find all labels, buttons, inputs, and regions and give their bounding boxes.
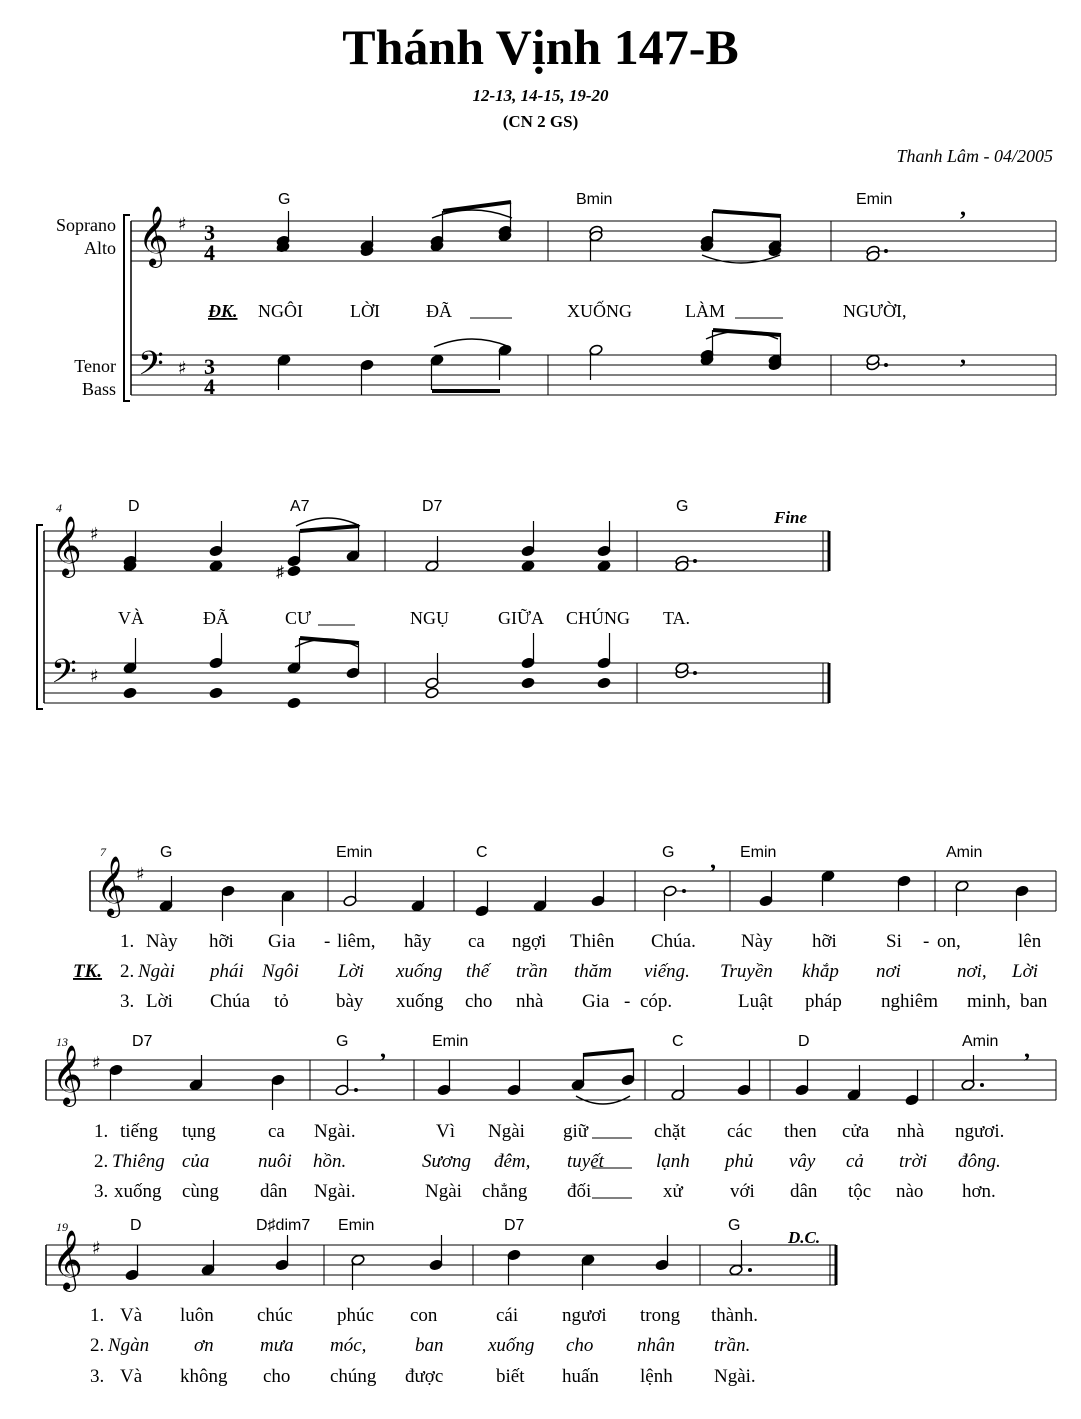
dc-marking: D.C. [788, 1228, 821, 1247]
lyric-syllable: cóp. [640, 991, 673, 1012]
lyric-syllable: Thiên [570, 931, 615, 952]
lyric-syllable: phủ [725, 1151, 754, 1172]
lyric-syllable: đông. [958, 1151, 1001, 1172]
chord-symbol: Emin [432, 1033, 469, 1050]
time-signature-bottom: 4 [204, 374, 215, 399]
lyric-syllable: viếng. [644, 961, 690, 982]
lyric-syllable: lên [1018, 931, 1042, 952]
key-signature-sharp-icon: ♯ [90, 524, 99, 545]
verse-number: 2. [90, 1335, 105, 1356]
time-signature-top: 3 [204, 220, 215, 245]
lyric-syllable: phúc [337, 1305, 374, 1326]
lyric-syllable: phái [210, 961, 244, 982]
verse-number: 3. [94, 1181, 109, 1202]
lyric-syllable: nhân [637, 1335, 675, 1356]
lyric-syllable: thăm [574, 961, 612, 982]
lyric-syllable: Này [741, 931, 773, 952]
verse-number: 1. [90, 1305, 105, 1326]
lyric-syllable: móc, [330, 1335, 367, 1356]
breath-mark-icon: , [960, 195, 966, 221]
lyric-syllable: CHÚNG [566, 608, 631, 628]
lyric-syllable: ngươi. [955, 1121, 1005, 1142]
lyric-syllable: cả [846, 1151, 864, 1172]
lyric-syllable: Ngài [425, 1181, 462, 1202]
lyric-syllable: hỡi [812, 931, 837, 952]
lyric-syllable: Ngàn [108, 1335, 150, 1356]
lyric-syllable: ban [415, 1335, 444, 1356]
chord-symbol: D [128, 498, 140, 515]
lyric-syllable: trong [640, 1305, 681, 1326]
accidental-sharp-icon: ♯ [276, 564, 284, 581]
lyric-syllable: Gia [582, 991, 610, 1012]
verse-number: 2. [120, 961, 135, 982]
lyric-syllable: Ngài [488, 1121, 525, 1142]
note-head [287, 565, 301, 577]
lyric-syllable: huấn [562, 1366, 599, 1387]
lyric-syllable: NGỤ [410, 608, 449, 628]
lyric-syllable: vây [789, 1151, 816, 1172]
treble-clef-icon: 𝄞 [51, 516, 82, 576]
lyric-syllable: - [324, 931, 331, 952]
note-head [597, 677, 611, 689]
note-beam [713, 211, 781, 216]
fine-marking: Fine [774, 508, 808, 527]
lyric-syllable: minh, [967, 991, 1011, 1012]
time-signature-bottom: 4 [204, 240, 215, 265]
lyric-syllable: không [180, 1366, 228, 1387]
augmentation-dot [748, 1268, 752, 1272]
lyric-syllable: Thiêng [112, 1151, 165, 1172]
lyric-syllable: nhà [897, 1121, 925, 1142]
lyric-syllable: chặt [654, 1121, 686, 1142]
score-title: Thánh Vịnh 147-B [342, 19, 739, 75]
treble-clef-icon: 𝄞 [52, 1230, 83, 1290]
lyric-syllable: các [727, 1121, 753, 1142]
lyric-syllable: hãy [404, 931, 432, 952]
lyric-syllable: Này [146, 931, 178, 952]
lyric-syllable: Sương [422, 1151, 472, 1172]
chord-symbol: D7 [422, 498, 443, 515]
chord-symbol: D [798, 1033, 810, 1050]
lyric-syllable: Lời [146, 991, 173, 1012]
lyric-syllable: bày [336, 991, 364, 1012]
lyric-syllable: Và [120, 1305, 143, 1326]
breath-mark-icon: , [1024, 1037, 1030, 1063]
verse-number: 1. [94, 1121, 109, 1142]
lyric-syllable: Ngôi [262, 961, 299, 982]
lyric-syllable: chẳng [482, 1181, 528, 1202]
lyric-syllable: dân [790, 1181, 818, 1202]
breath-mark-icon: , [380, 1037, 386, 1063]
chord-symbol: Emin [336, 844, 373, 861]
lyric-syllable: xử [663, 1181, 683, 1202]
composer-credit: Thanh Lâm - 04/2005 [896, 146, 1053, 166]
lyric-syllable: của [182, 1151, 210, 1172]
lyric-syllable: lệnh [640, 1366, 673, 1387]
lyric-syllable: trần [516, 961, 548, 982]
chord-symbol: Amin [962, 1033, 999, 1050]
lyric-syllable: thành. [711, 1305, 758, 1326]
lyric-syllable: Và [120, 1366, 143, 1387]
note-head [425, 687, 439, 699]
lyric-syllable: nào [896, 1181, 924, 1202]
lyric-syllable: thế [466, 961, 490, 982]
verse-number: 3. [90, 1366, 105, 1387]
treble-clef-icon: 𝄞 [138, 206, 169, 266]
lyric-syllable: TA. [663, 608, 691, 628]
lyric-syllable: nơi [876, 961, 901, 982]
note-head [521, 560, 535, 572]
lyric-syllable: tiếng [120, 1121, 158, 1142]
lyric-syllable: chúng [330, 1366, 377, 1387]
key-signature-sharp-icon: ♯ [92, 1238, 101, 1259]
lyric-syllable: Ngài. [314, 1181, 356, 1202]
note-head [209, 687, 223, 699]
lyric-syllable: khắp [802, 961, 839, 982]
lyric-syllable: Si [886, 931, 902, 952]
augmentation-dot [980, 1083, 984, 1087]
lyric-syllable: Lời [1012, 961, 1038, 982]
lyric-syllable: - [624, 991, 631, 1012]
lyric-syllable: NGƯỜI, [843, 301, 907, 321]
chord-symbol: G [676, 498, 689, 515]
key-signature-sharp-icon: ♯ [136, 864, 145, 885]
lyric-syllable: được [405, 1366, 444, 1387]
lyric-syllable: tuyết [567, 1151, 604, 1172]
lyric-syllable: Lời [338, 961, 364, 982]
lyric-syllable: biết [496, 1366, 525, 1387]
treble-clef-icon: 𝄞 [96, 856, 127, 916]
lyric-syllable: Chúa [210, 991, 251, 1012]
bass-clef-icon: 𝄢 [138, 345, 164, 391]
lyric-syllable: cùng [182, 1181, 219, 1202]
lyric-syllable: tỏ [274, 991, 289, 1012]
part-label-alto: Alto [83, 238, 116, 258]
chord-symbol: G [160, 844, 173, 861]
lyric-syllable: liêm, [337, 931, 376, 952]
lyric-syllable: xuống [488, 1335, 535, 1356]
lyric-syllable: ĐÃ [203, 608, 229, 628]
measure-number: 13 [56, 1035, 68, 1049]
lyric-syllable: Luật [738, 991, 773, 1012]
lyric-syllable: cho [263, 1366, 291, 1387]
lyric-syllable: nghiêm [881, 991, 938, 1012]
note-head [287, 697, 301, 709]
lyric-syllable: hỡi [209, 931, 234, 952]
verse-number: 3. [120, 991, 135, 1012]
augmentation-dot [884, 249, 888, 253]
lyric-syllable: đêm, [494, 1151, 531, 1172]
lyric-syllable: Ngài [138, 961, 175, 982]
refrain-label: ĐK. [208, 301, 238, 321]
augmentation-dot [354, 1088, 358, 1092]
measure-number: 19 [56, 1220, 68, 1234]
lyric-syllable: pháp [805, 991, 842, 1012]
chord-symbol: G [662, 844, 675, 861]
lyric-syllable: Vì [436, 1121, 455, 1142]
lyric-syllable: xuống [114, 1181, 162, 1202]
measure-number: 4 [56, 501, 62, 515]
lyric-syllable: ban [1020, 991, 1048, 1012]
chord-symbol: Amin [946, 844, 983, 861]
lyric-syllable: xuống [396, 991, 444, 1012]
lyric-syllable: đối [567, 1181, 592, 1202]
note-beam [583, 1050, 634, 1055]
augmentation-dot [682, 889, 686, 893]
lyric-syllable: luôn [180, 1305, 214, 1326]
breath-mark-icon: , [960, 343, 966, 369]
lyric-syllable: Gia [268, 931, 296, 952]
lyric-syllable: VÀ [118, 608, 144, 628]
chord-symbol: D♯dim7 [256, 1217, 311, 1234]
part-label-soprano: Soprano [56, 215, 116, 235]
lyric-syllable: hồn. [313, 1151, 347, 1172]
breath-mark-icon: , [710, 848, 716, 874]
note-beam [300, 526, 359, 531]
chord-symbol: Emin [856, 191, 893, 208]
lyric-syllable: ngươi [562, 1305, 607, 1326]
lyric-syllable: cho [465, 991, 493, 1012]
lyric-syllable: Ngài. [714, 1366, 756, 1387]
lyric-syllable: cửa [842, 1121, 870, 1142]
lyric-syllable: dân [260, 1181, 288, 1202]
chord-symbol: G [278, 191, 291, 208]
note-head [123, 687, 137, 699]
augmentation-dot [884, 363, 888, 367]
time-signature-top: 3 [204, 354, 215, 379]
bass-clef-icon: 𝄢 [51, 653, 77, 699]
lyric-syllable: ca [268, 1121, 285, 1142]
lyric-syllable: Chúa. [651, 931, 696, 952]
lyric-syllable: CƯ [285, 608, 311, 628]
lyric-syllable: ca [468, 931, 485, 952]
lyric-syllable: cái [496, 1305, 519, 1326]
lyric-syllable: xuống [396, 961, 443, 982]
lyric-syllable: on, [937, 931, 961, 952]
lyric-syllable: trần. [714, 1335, 751, 1356]
key-signature-sharp-icon: ♯ [178, 214, 187, 235]
lyric-syllable: then [784, 1121, 817, 1142]
lyric-syllable: hơn. [962, 1181, 996, 1202]
liturgical-occasion: (CN 2 GS) [502, 112, 579, 131]
part-label-tenor: Tenor [74, 356, 116, 376]
key-signature-sharp-icon: ♯ [90, 666, 99, 687]
lyric-syllable: tụng [182, 1121, 216, 1142]
chord-symbol: D [130, 1217, 142, 1234]
key-signature-sharp-icon: ♯ [178, 358, 187, 379]
measure-number: 7 [100, 845, 106, 859]
lyric-syllable: giữ [563, 1121, 589, 1142]
key-signature-sharp-icon: ♯ [92, 1053, 101, 1074]
note-head [209, 560, 223, 572]
lyric-syllable: LÀM [685, 301, 725, 321]
lyric-syllable: Ngài. [314, 1121, 356, 1142]
psalm-verses: 12-13, 14-15, 19-20 [472, 86, 609, 105]
treble-clef-icon: 𝄞 [52, 1045, 83, 1105]
lyric-syllable: ơn [194, 1335, 214, 1356]
lyric-syllable: Truyền [720, 961, 773, 982]
lyric-syllable: lạnh [656, 1151, 690, 1172]
lyric-syllable: chúc [257, 1305, 293, 1326]
lyric-syllable: ngợi [512, 931, 547, 952]
lyric-syllable: nuôi [258, 1151, 292, 1172]
lyric-syllable: ĐÃ [426, 301, 452, 321]
lyric-syllable: XUỐNG [567, 301, 632, 321]
part-label-bass: Bass [81, 379, 116, 399]
system-bracket [124, 215, 130, 401]
verse-number: 2. [94, 1151, 109, 1172]
chord-symbol: D7 [132, 1033, 153, 1050]
chord-symbol: G [336, 1033, 349, 1050]
augmentation-dot [693, 559, 697, 563]
chord-symbol: Emin [740, 844, 777, 861]
lyric-syllable: trời [899, 1151, 928, 1172]
lyric-syllable: con [410, 1305, 438, 1326]
note-head [521, 677, 535, 689]
augmentation-dot [693, 671, 697, 675]
lyric-syllable: cho [566, 1335, 594, 1356]
lyric-syllable: NGÔI [258, 301, 303, 321]
lyric-syllable: LỜI [350, 301, 380, 321]
lyric-syllable: mưa [260, 1335, 294, 1356]
lyric-syllable: với [730, 1181, 755, 1202]
system-bracket [37, 525, 43, 709]
lyric-syllable: nơi, [957, 961, 987, 982]
lyric-syllable: tộc [848, 1181, 872, 1202]
chord-symbol: Emin [338, 1217, 375, 1234]
verse-label: TK. [73, 961, 103, 982]
slur [434, 339, 510, 347]
chord-symbol: C [672, 1033, 684, 1050]
lyric-syllable: - [923, 931, 930, 952]
chord-symbol: Bmin [576, 191, 613, 208]
chord-symbol: A7 [290, 498, 310, 515]
chord-symbol: G [728, 1217, 741, 1234]
slur [702, 255, 780, 263]
verse-number: 1. [120, 931, 135, 952]
lyric-syllable: nhà [516, 991, 544, 1012]
chord-symbol: C [476, 844, 488, 861]
lyric-syllable: GIỮA [498, 608, 544, 628]
chord-symbol: D7 [504, 1217, 525, 1234]
note-head [597, 560, 611, 572]
